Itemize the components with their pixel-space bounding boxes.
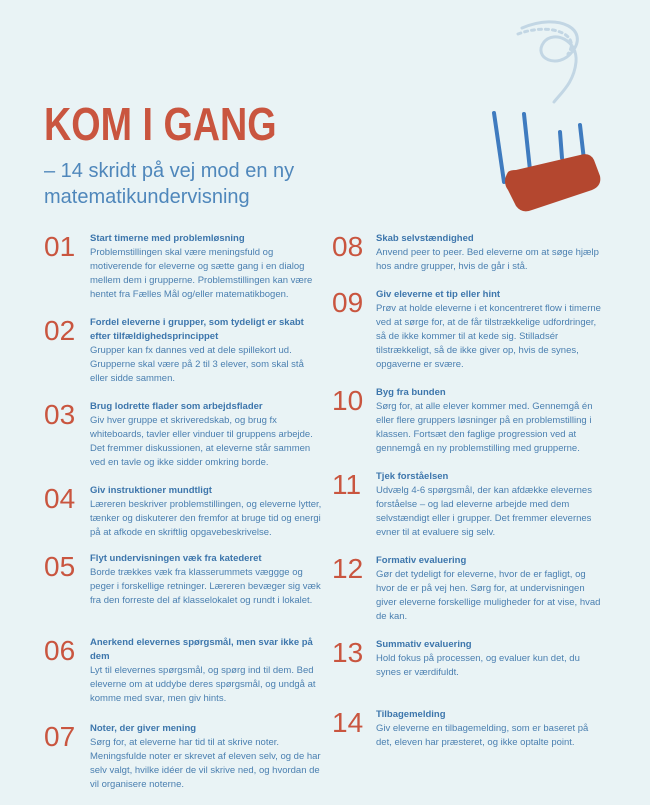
step-body: Prøv at holde eleverne i et koncentreret flow i timerne ved at sørge for, at de får tilstrækkelige udfordringer, så de ikke kommer til at kede sig. Stilladsér tilstrækkeligt, så de ikke giver op, hvis de synes, opgaverne er svære. (376, 303, 601, 370)
step-body: Hold fokus på processen, og evaluer kun det, du synes er værdifuldt. (376, 653, 580, 678)
tipping-chair-icon (480, 10, 610, 220)
step-body: Gør det tydeligt for eleverne, hvor de er fagligt, og hvor de er på vej hen. Sørg for, at undervisningen giver eleverne forskellige muligheder for at vise, hvad de kan. (376, 569, 601, 622)
step-heading: Noter, der giver mening (90, 723, 197, 734)
step-heading: Byg fra bunden (376, 387, 446, 398)
step-number: 07 (44, 721, 76, 752)
step-body: Giv hver gruppe et skriveredskab, og brug fx whiteboards, tavler eller vinduer til gruppens arbejde. Det fremmer diskussionen, at eleverne står sammen ved en tavle og ikke sidder omkring borde. (90, 415, 313, 468)
step-heading: Summativ evaluering (376, 639, 472, 650)
step-heading: Brug lodrette flader som arbejdsflader (90, 401, 263, 412)
step-number: 01 (44, 231, 76, 262)
step-heading: Giv eleverne et tip eller hint (376, 289, 501, 300)
step-heading: Start timerne med problemløsning (90, 233, 245, 244)
step-body: Anvend peer to peer. Bed eleverne om at søge hjælp hos andre grupper, hvis de går i stå. (376, 247, 599, 272)
step-body: Lyt til elevernes spørgsmål, og spørg ind til dem. Bed eleverne om at uddybe deres spørgsmål, og undgå at komme med svar, men giv hints. (90, 665, 316, 704)
step-heading: Skab selvstændighed (376, 233, 474, 244)
step-number: 13 (332, 637, 364, 668)
step-number: 14 (332, 707, 364, 738)
step-heading: Tilbagemelding (376, 709, 446, 720)
step-body: Problemstillingen skal være meningsfuld og motiverende for eleverne og sætte gang i en dialog mellem dem i grupperne. Problemstillingen kan være hentet fra Fælles Mål og/eller matematikbogen. (90, 247, 313, 300)
step-number: 12 (332, 553, 364, 584)
step-body: Læreren beskriver problemstillingen, og eleverne lytter, tænker og diskuterer den fremfor at bruge tid og energi på at afkode en skriftlig opgavebeskrivelse. (90, 499, 322, 538)
step-heading: Tjek forståelsen (376, 471, 449, 482)
page-title: KOM I GANG (44, 98, 277, 150)
step-body: Sørg for, at eleverne har tid til at skrive noter. Meningsfulde noter er skrevet af eleven selv, og de har selv valgt, hvilke idéer de vil skrive ned, og hvordan de vil organisere noterne. (90, 737, 321, 790)
step-number: 11 (332, 469, 362, 500)
step-number: 06 (44, 635, 76, 666)
swirl-motion-lines (518, 22, 577, 102)
step-number: 04 (44, 483, 76, 514)
step-body: Grupper kan fx dannes ved at dele spillekort ud. Grupperne skal være på 2 til 3 elever, som skal stå eller sidde sammen. (90, 345, 304, 384)
step-heading: Flyt undervisningen væk fra katederet (90, 553, 262, 564)
step-body: Sørg for, at alle elever kommer med. Gennemgå én eller flere gruppers løsninger på en problemstilling i klassen. Fortsæt den faglige progression ved at gennemgå en ny problemstilling med grupperne. (376, 401, 593, 454)
step-heading: Fordel eleverne i grupper, som tydeligt er skabt efter tilfældighedsprincippet (90, 317, 304, 342)
step-number: 10 (332, 385, 364, 416)
step-heading: Anerkend elevernes spørgsmål, men svar ikke på dem (90, 637, 313, 662)
step-body: Udvælg 4-6 spørgsmål, der kan afdække elevernes forståelse – og lad eleverne arbejde med dem selvstændigt eller i grupper. Det fremmer elevernes evner til at evaluere sig selv. (376, 485, 592, 538)
page-subtitle: – 14 skridt på vej mod en ny matematikundervisning (44, 160, 295, 208)
step-number: 03 (44, 399, 76, 430)
step-number: 08 (332, 231, 364, 262)
step-number: 05 (44, 551, 76, 582)
step-body: Borde trækkes væk fra klasserummets væggge og peger i forskellige retninger. Læreren bevæger sig væk fra den forreste del af klasselokalet og rundt i lokalet. (90, 567, 321, 606)
step-number: 02 (44, 315, 76, 346)
step-body: Giv eleverne en tilbagemelding, som er baseret på det, eleven har præsteret, og ikke optalte point. (376, 723, 589, 748)
step-number: 09 (332, 287, 364, 318)
step-heading: Giv instruktioner mundtligt (90, 485, 212, 496)
step-heading: Formativ evaluering (376, 555, 467, 566)
chair-seat (505, 154, 600, 211)
